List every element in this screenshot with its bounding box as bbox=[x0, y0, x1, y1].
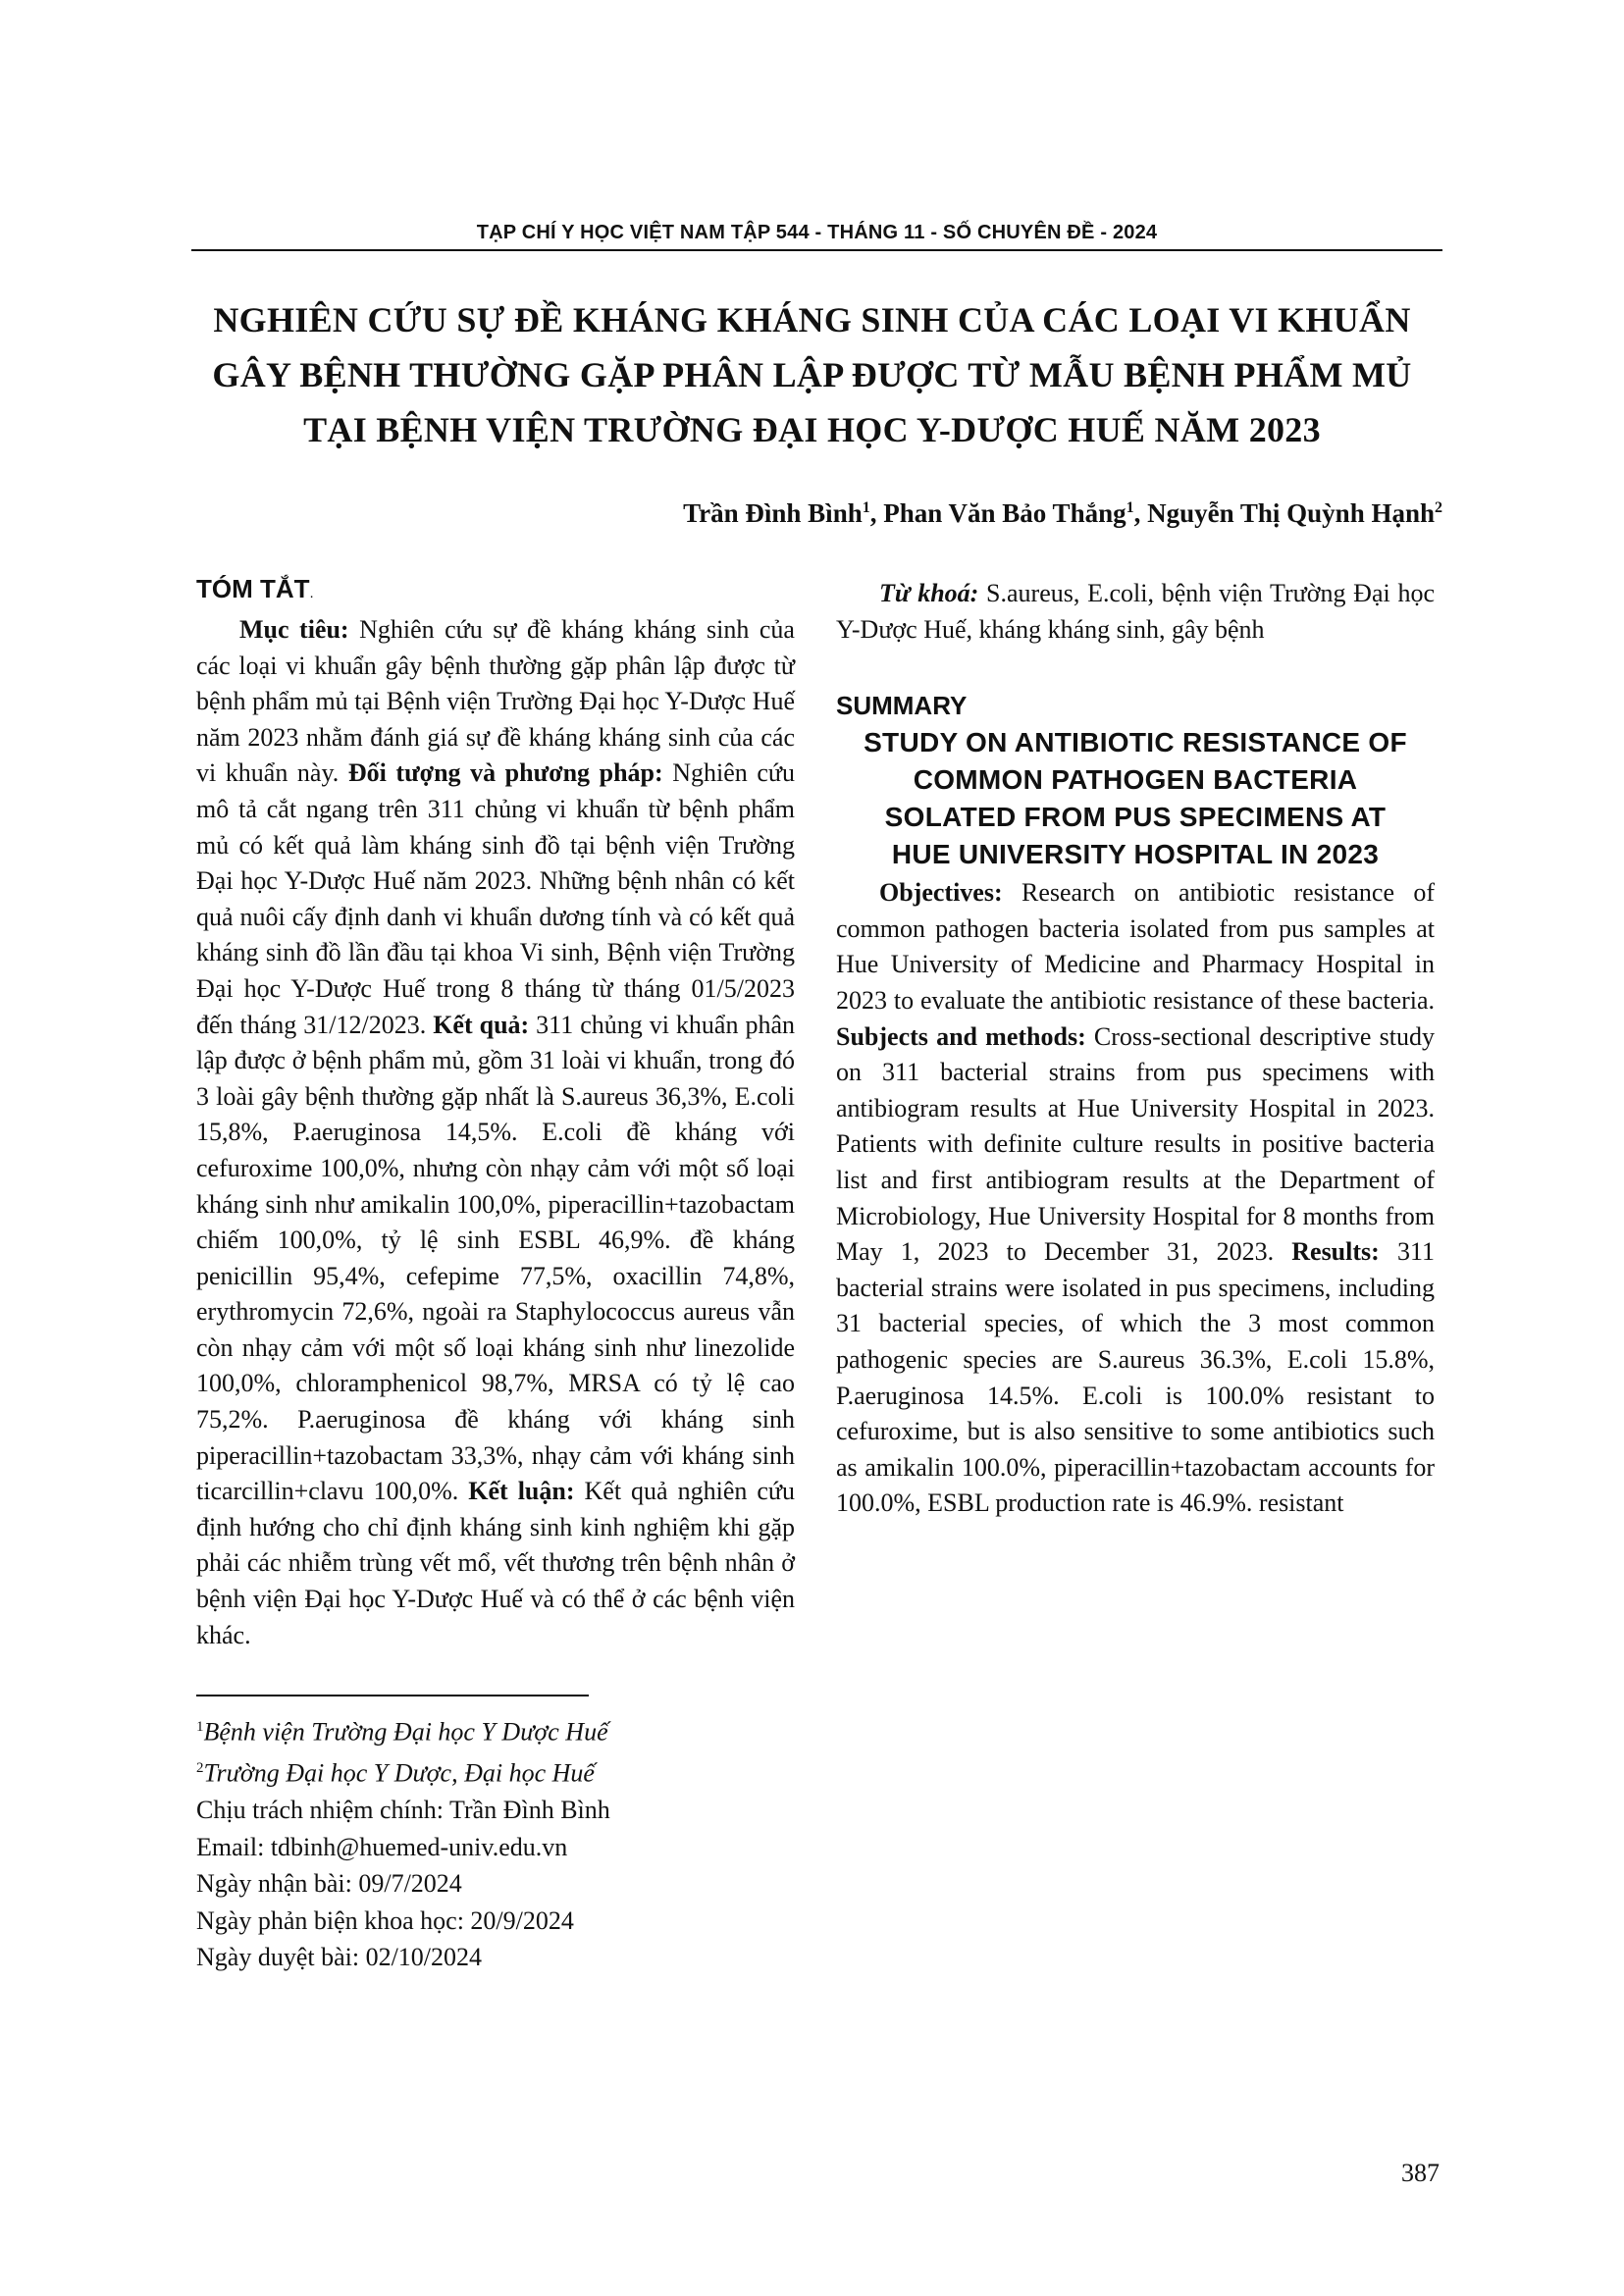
author-affiliation-mark: 1 bbox=[862, 499, 870, 516]
keywords bbox=[836, 576, 1435, 648]
title-line-2: GÂY BỆNH THƯỜNG GẶP PHÂN LẬP ĐƯỢC TỪ MẪU BỆNH PHẨM MỦ bbox=[212, 355, 1412, 394]
keywords-label: Từ khoá: bbox=[879, 579, 979, 607]
page-number: 387 bbox=[1401, 2159, 1440, 2187]
affiliation-1 bbox=[196, 1709, 805, 1750]
title-line-3: TẠI BỆNH VIỆN TRƯỜNG ĐẠI HỌC Y-DƯỢC HUẾ NĂM 2023 bbox=[303, 410, 1321, 449]
affiliation-2 bbox=[196, 1750, 805, 1792]
author-affiliation-mark: 2 bbox=[1435, 499, 1442, 516]
author-name: Trần Đình Bình bbox=[683, 498, 863, 528]
author-name: Nguyễn Thị Quỳnh Hạnh bbox=[1147, 498, 1435, 528]
author-list bbox=[683, 498, 1442, 529]
results-label-en: Results: bbox=[1291, 1237, 1380, 1267]
summary-body bbox=[836, 875, 1435, 1522]
abstract-body bbox=[196, 612, 795, 1653]
affiliation-1-mark: 1 bbox=[196, 1719, 204, 1735]
summary-title-line-3: SOLATED FROM PUS SPECIMENS AT bbox=[884, 802, 1387, 833]
methods-text: Nghiên cứu mô tả cắt ngang trên 311 chủng vi khuẩn từ bệnh phẩm mủ có kết quả làm kháng sinh đồ tại bệnh viện Trường Đại học Y-Dược Huế năm 2023. Những bệnh nhân có kết quả nuôi cấy định danh vi khuẩn dương tính và có kết quả kháng sinh đồ lần đầu tại khoa Vi sinh, Bệnh viện Trường Đại học Y-Dược Huế trong 8 tháng từ tháng 01/5/2023 đến tháng 31/12/2023. bbox=[196, 758, 795, 1039]
subjects-methods-text: Cross-sectional descriptive study on 311 bacterial strains from pus specimens with antibiogram results at Hue University Hospital in 2023. Patients with definite culture results in positive bacteria list and first antibiogram results at the Department of Microbiology, Hue University Hospital for 8 months from May 1, 2023 to December 31, 2023. bbox=[836, 1021, 1435, 1267]
summary-title-line-2: COMMON PATHOGEN BACTERIA bbox=[913, 764, 1358, 796]
affiliation-2-text: Trường Đại học Y Dược, Đại học Huế bbox=[203, 1758, 595, 1788]
footnotes bbox=[196, 1709, 805, 1976]
objective-text: Nghiên cứu sự đề kháng kháng sinh của các loại vi khuẩn gây bệnh thường gặp phân lập được từ bệnh phẩm mủ tại Bệnh viện Trường Đại học Y-Dược Huế năm 2023 nhằm đánh giá sự đề kháng kháng sinh của các vi khuẩn này. bbox=[196, 615, 795, 788]
abstract-heading-dot: . bbox=[309, 585, 314, 601]
keywords-text: S.aureus, E.coli, bệnh viện Trường Đại học Y-Dược Huế, kháng kháng sinh, gây bệnh bbox=[836, 579, 1435, 644]
author-name: Phan Văn Bảo Thắng bbox=[883, 498, 1126, 528]
abstract-heading bbox=[196, 570, 795, 612]
summary-title-line-4: HUE UNIVERSITY HOSPITAL IN 2023 bbox=[891, 839, 1380, 870]
objective-label: Mục tiêu: bbox=[239, 615, 349, 644]
results-label: Kết quả: bbox=[433, 1010, 530, 1039]
objectives-text: Research on antibiotic resistance of common pathogen bacteria isolated from pus samples at Hue University of Medicine and Pharmacy Hospital in 2023 to evaluate the antibiotic resistance of these bacteria. bbox=[836, 878, 1435, 1015]
left-column bbox=[196, 570, 795, 1653]
author-separator: , bbox=[869, 498, 884, 528]
summary-title-line-1: STUDY ON ANTIBIOTIC RESISTANCE OF bbox=[864, 727, 1407, 758]
author-affiliation-mark: 1 bbox=[1126, 499, 1134, 516]
results-text-en: 311 bacterial strains were isolated in pus specimens, including 31 bacterial species, of which the 3 most common pathogenic species are S.aureus 36.3%, E.coli 15.8%, P.aeruginosa 14.5%. E.coli is 100.0% resistant to cefuroxime, but is also sensitive to some antibiotics such as amikalin 100.0%, piperacillin+tazobactam accounts for 100.0%, ESBL production rate is 46.9%. resistant bbox=[836, 1237, 1435, 1518]
affiliation-2-mark: 2 bbox=[196, 1760, 204, 1777]
journal-header: TẠP CHÍ Y HỌC VIỆT NAM TẬP 544 - THÁNG 11 - SỐ CHUYÊN ĐỀ - 2024 bbox=[476, 222, 1158, 243]
header-divider bbox=[191, 249, 1442, 251]
results-text: 311 chủng vi khuẩn phân lập được ở bệnh phẩm mủ, gồm 31 loài vi khuẩn, trong đó 3 loài gây bệnh thường gặp nhất là S.aureus 36,3%, E.coli 15,8%, P.aeruginosa 14,5%. E.coli đề kháng với cefuroxime 100,0%, nhưng còn nhạy cảm với một số loại kháng sinh như amikalin 100,0%, piperacillin+tazobactam chiếm 100,0%, tỷ lệ sinh ESBL 46,9%. đề kháng penicillin 95,4%, cefepime 77,5%, oxacillin 74,8%, erythromycin 72,6%, ngoài ra Staphylococcus aureus vẫn còn nhạy cảm với một số loại kháng sinh như linezolide 100,0%, chloramphenicol 98,7%, MRSA có tỷ lệ cao 75,2%. P.aeruginosa đề kháng với kháng sinh piperacillin+tazobactam 33,3%, nhạy cảm với kháng sinh ticarcillin+clavu 100,0%. bbox=[196, 1010, 795, 1506]
objectives-label: Objectives: bbox=[879, 878, 1003, 908]
summary-heading: SUMMARY bbox=[836, 691, 968, 721]
title-line-1: NGHIÊN CỨU SỰ ĐỀ KHÁNG KHÁNG SINH CỦA CÁC LOẠI VI KHUẨN bbox=[213, 300, 1411, 339]
date-accepted: Ngày duyệt bài: 02/10/2024 bbox=[196, 1943, 483, 1972]
article-title bbox=[157, 292, 1467, 457]
date-received: Ngày nhận bài: 09/7/2024 bbox=[196, 1869, 462, 1899]
affiliation-1-text: Bệnh viện Trường Đại học Y Dược Huế bbox=[203, 1717, 608, 1747]
summary-title bbox=[836, 724, 1435, 873]
right-column bbox=[836, 576, 1435, 1522]
abstract-heading-text: TÓM TẮT bbox=[196, 574, 310, 603]
author-separator: , bbox=[1133, 498, 1148, 528]
conclusion-text: Kết quả nghiên cứu định hướng cho chỉ định kháng sinh kinh nghiệm khi gặp phải các nhiễm trùng vết mổ, vết thương trên bệnh nhân ở bệnh viện Đại học Y-Dược Huế và có thể ở các bệnh viện khác. bbox=[196, 1477, 795, 1649]
date-reviewed: Ngày phản biện khoa học: 20/9/2024 bbox=[196, 1905, 574, 1935]
subjects-methods-label: Subjects and methods: bbox=[836, 1021, 1086, 1051]
methods-label: Đối tượng và phương pháp: bbox=[347, 758, 663, 788]
responsible-author: Chịu trách nhiệm chính: Trần Đình Bình bbox=[196, 1796, 610, 1825]
conclusion-label: Kết luận: bbox=[468, 1477, 575, 1506]
footnote-divider bbox=[196, 1695, 589, 1696]
contact-email: Email: tdbinh@huemed-univ.edu.vn bbox=[196, 1832, 568, 1861]
